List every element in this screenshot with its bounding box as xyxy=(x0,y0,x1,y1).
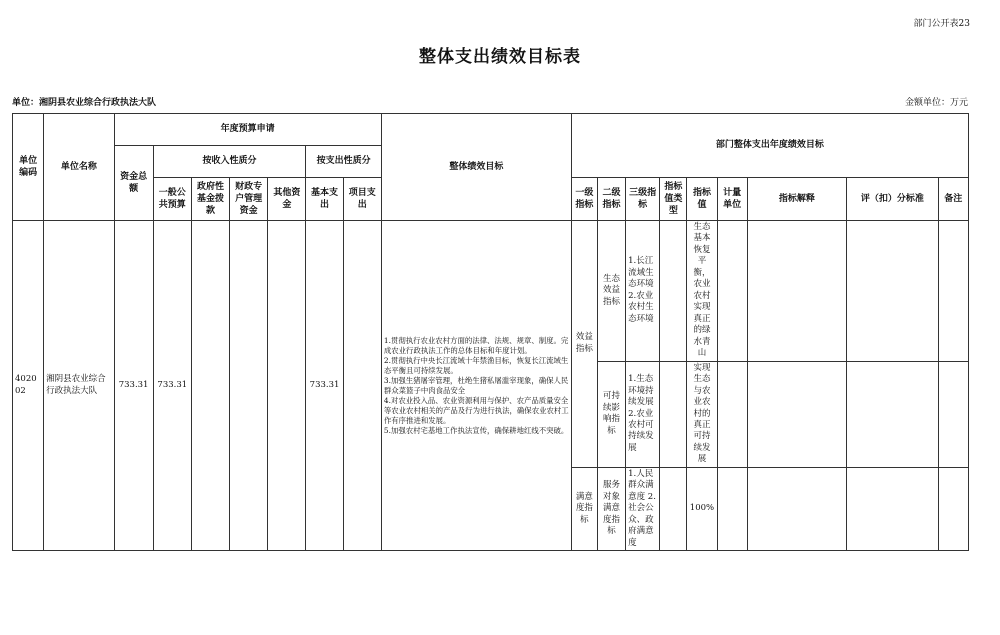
cell-special-fund xyxy=(230,221,268,551)
cell-unit xyxy=(717,467,747,550)
cell-general-budget: 733.31 xyxy=(153,221,191,551)
header-total-funds: 资金总额 xyxy=(114,146,153,221)
cell-explanation xyxy=(747,361,847,467)
header-other-funds: 其他资金 xyxy=(268,178,306,221)
performance-table xyxy=(12,113,969,551)
header-annual-budget: 年度预算申请 xyxy=(114,114,381,146)
cell-overall-goals xyxy=(381,221,571,551)
cell-gov-fund xyxy=(191,221,229,551)
header-gov-fund: 政府性基金拨款 xyxy=(191,178,229,221)
cell-level3: 1.人民群众满意度 2.社会公众、政府满意度 xyxy=(626,467,660,550)
header-level3: 三级指标 xyxy=(626,178,660,221)
cell-scoring xyxy=(847,467,938,550)
cell-value-type xyxy=(660,361,687,467)
cell-unit xyxy=(717,221,747,362)
cell-unit-name: 湘阴县农业综合行政执法大队 xyxy=(44,221,114,551)
header-value-type: 指标值类型 xyxy=(660,178,687,221)
cell-remarks xyxy=(938,221,968,362)
header-value: 指标值 xyxy=(687,178,717,221)
cell-other-funds xyxy=(268,221,306,551)
cell-explanation xyxy=(747,467,847,550)
goal-item: 5.加强农村宅基地工作执法宣传，确保耕地红线不突破。 xyxy=(383,425,569,435)
unit-label: 单位：湘阴县农业综合行政执法大队 xyxy=(12,98,157,108)
header-level1: 一级指标 xyxy=(571,178,597,221)
header-dept-goals: 部门整体支出年度绩效目标 xyxy=(571,114,968,178)
header-level2: 二级指标 xyxy=(597,178,625,221)
cell-level2: 生态效益指标 xyxy=(597,221,625,362)
cell-explanation xyxy=(747,221,847,362)
cell-basic-expense: 733.31 xyxy=(306,221,343,551)
header-by-income: 按收入性质分 xyxy=(153,146,306,178)
cell-project-expense xyxy=(343,221,381,551)
goal-item: 4.对农业投入品、农业资源利用与保护、农产品质量安全等农业农村相关的产品及行为进行执法，确保农业农村工作有序推进和发展。 xyxy=(383,395,569,425)
money-unit-label: 金额单位：万元 xyxy=(904,98,968,108)
cell-total-funds: 733.31 xyxy=(114,221,153,551)
header-basic-expense: 基本支出 xyxy=(306,178,343,221)
header-unit: 计量单位 xyxy=(717,178,747,221)
cell-remarks xyxy=(938,467,968,550)
cell-value: 生态基本恢复平衡，农业农村实现真正的绿水青山 xyxy=(687,221,717,362)
goal-item: 2.贯彻执行中央长江流域十年禁渔目标，恢复长江流域生态平衡且可持续发展。 xyxy=(383,355,569,375)
cell-level1-satisfaction: 满意度指标 xyxy=(571,467,597,550)
cell-level2: 服务对象满意度指标 xyxy=(597,467,625,550)
header-unit-name: 单位名称 xyxy=(44,114,114,221)
cell-level1-benefit: 效益指标 xyxy=(571,221,597,468)
cell-scoring xyxy=(847,221,938,362)
goal-item: 1.贯彻执行农业农村方面的法律、法规、规章、制度。完成农业行政执法工作的总体目标和年度计划。 xyxy=(383,335,569,355)
cell-remarks xyxy=(938,361,968,467)
cell-unit-code: 402002 xyxy=(13,221,44,551)
cell-value-type xyxy=(660,467,687,550)
header-general-budget: 一般公共预算 xyxy=(153,178,191,221)
header-remarks: 备注 xyxy=(938,178,968,221)
header-overall-goals: 整体绩效目标 xyxy=(381,114,571,221)
cell-scoring xyxy=(847,361,938,467)
page-number: 部门公开表23 xyxy=(913,19,970,29)
goal-item: 3.加强生猪屠宰管理，杜绝生猪私屠滥宰现象，确保人民群众菜篮子中肉食品安全 xyxy=(383,375,569,395)
page-title: 整体支出绩效目标表 xyxy=(419,47,581,67)
header-project-expense: 项目支出 xyxy=(343,178,381,221)
cell-unit xyxy=(717,361,747,467)
header-special-fund: 财政专户管理资金 xyxy=(230,178,268,221)
cell-level3: 1.生态环境持续发展 2.农业农村可持续发展 xyxy=(626,361,660,467)
header-unit-code: 单位编码 xyxy=(13,114,44,221)
header-scoring: 评（扣）分标准 xyxy=(847,178,938,221)
cell-value: 实现生态与农业农村的真正可持续发展 xyxy=(687,361,717,467)
cell-value-type xyxy=(660,221,687,362)
cell-value: 100% xyxy=(687,467,717,550)
cell-level3: 1.长江流域生态环境 2.农业农村生态环境 xyxy=(626,221,660,362)
cell-level2: 可持续影响指标 xyxy=(597,361,625,467)
header-explanation: 指标解释 xyxy=(747,178,847,221)
header-by-expense: 按支出性质分 xyxy=(306,146,381,178)
